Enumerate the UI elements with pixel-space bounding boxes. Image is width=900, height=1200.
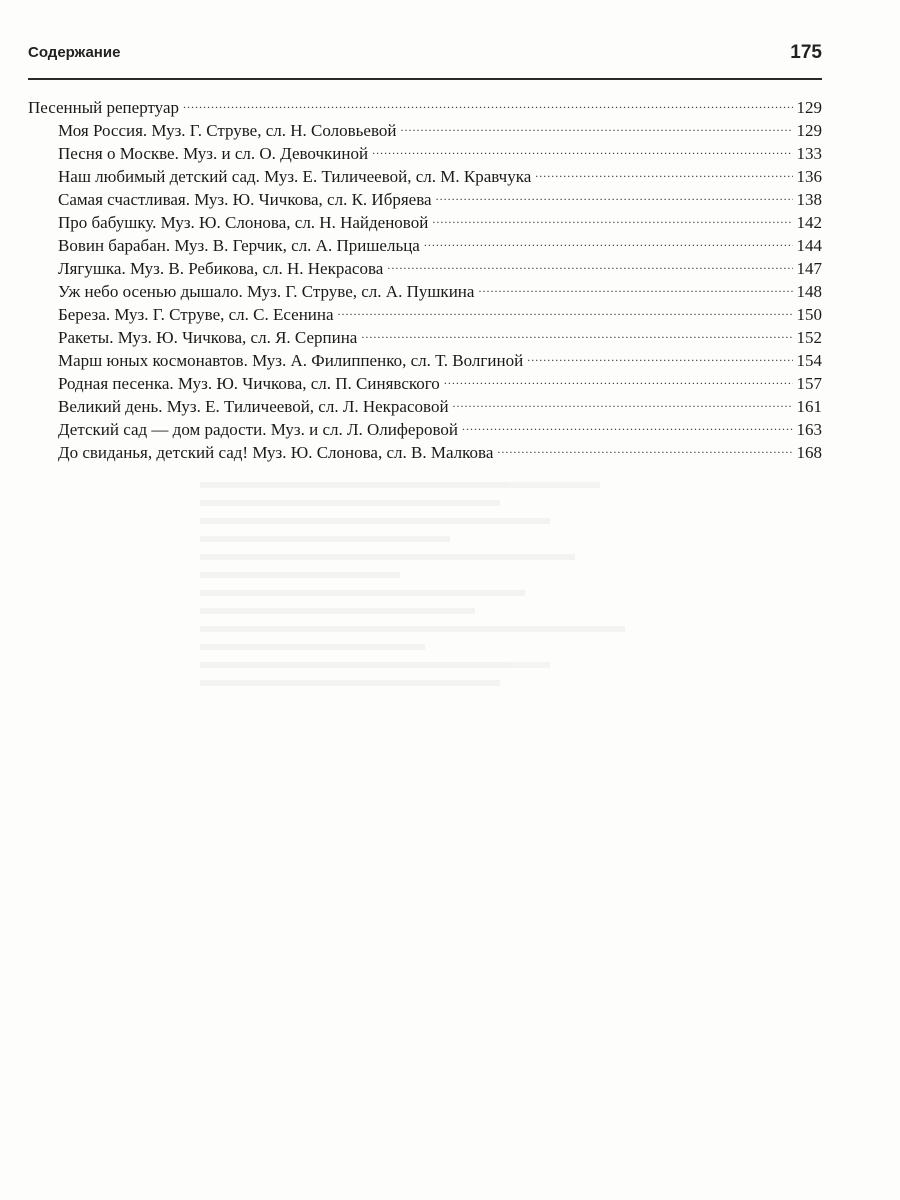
toc-item-page: 150	[796, 305, 822, 324]
toc-item-title: Марш юных космонавтов. Муз. А. Филиппенко, сл. Т. Волгиной	[58, 351, 524, 370]
toc-leader-dots	[183, 90, 793, 113]
toc-item-page: 136	[796, 167, 822, 186]
toc-item-title: Детский сад — дом радости. Муз. и сл. Л. Олиферовой	[58, 420, 458, 439]
table-of-contents	[28, 90, 822, 462]
toc-leader-dots	[400, 113, 792, 136]
toc-item-page: 148	[796, 282, 822, 301]
toc-item-page: 163	[796, 420, 822, 439]
toc-item-page: 138	[796, 190, 822, 209]
toc-item-page: 142	[796, 213, 822, 232]
toc-leader-dots	[444, 366, 793, 389]
toc-item-title: Лягушка. Муз. В. Ребикова, сл. Н. Некрасова	[58, 259, 384, 278]
section-title: Содержание	[28, 44, 121, 61]
toc-section[interactable]	[28, 90, 822, 117]
toc-leader-dots	[453, 389, 793, 412]
show-through-text	[200, 470, 700, 1120]
toc-leader-dots	[497, 435, 792, 458]
toc-item-title: Самая счастливая. Муз. Ю. Чичкова, сл. К. Ибряева	[58, 190, 432, 209]
toc-section-page: 129	[796, 98, 822, 117]
toc-leader-dots	[436, 182, 793, 205]
toc-item-page: 129	[796, 121, 822, 140]
toc-item-title: Моя Россия. Муз. Г. Струве, сл. Н. Соловьевой	[58, 121, 397, 140]
toc-item-title: Наш любимый детский сад. Муз. Е. Тиличеевой, сл. М. Кравчука	[58, 167, 532, 186]
toc-item-title: Вовин барабан. Муз. В. Герчик, сл. А. Пришельца	[58, 236, 420, 255]
toc-section-title: Песенный репертуар	[28, 98, 179, 117]
toc-leader-dots	[462, 412, 793, 435]
toc-items-list	[28, 113, 822, 462]
toc-leader-dots	[424, 228, 793, 251]
toc-item-title: Родная песенка. Муз. Ю. Чичкова, сл. П. Синявского	[58, 374, 440, 393]
toc-item-page: 168	[796, 443, 822, 462]
toc-leader-dots	[432, 205, 792, 228]
toc-leader-dots	[361, 320, 792, 343]
toc-item-page: 144	[796, 236, 822, 255]
toc-item-page: 157	[796, 374, 822, 393]
page-number: 175	[790, 42, 822, 63]
toc-item-title: Про бабушку. Муз. Ю. Слонова, сл. Н. Найденовой	[58, 213, 429, 232]
toc-item-page: 133	[796, 144, 822, 163]
toc-item-title: Песня о Москве. Муз. и сл. О. Девочкиной	[58, 144, 369, 163]
toc-leader-dots	[478, 274, 792, 297]
toc-leader-dots	[535, 159, 792, 182]
toc-item-title: Береза. Муз. Г. Струве, сл. С. Есенина	[58, 305, 334, 324]
toc-item-title: Ракеты. Муз. Ю. Чичкова, сл. Я. Серпина	[58, 328, 358, 347]
toc-item-title: Великий день. Муз. Е. Тиличеевой, сл. Л. Некрасовой	[58, 397, 449, 416]
page-header	[28, 38, 822, 80]
toc-leader-dots	[338, 297, 793, 320]
toc-item-title: Уж небо осенью дышало. Муз. Г. Струве, сл. А. Пушкина	[58, 282, 475, 301]
toc-item-page: 161	[796, 397, 822, 416]
toc-item-page: 147	[796, 259, 822, 278]
toc-item-page: 152	[796, 328, 822, 347]
toc-leader-dots	[527, 343, 792, 366]
toc-item-page: 154	[796, 351, 822, 370]
toc-item-title: До свиданья, детский сад! Муз. Ю. Слонова, сл. В. Малкова	[58, 443, 494, 462]
toc-leader-dots	[372, 136, 792, 159]
toc-leader-dots	[387, 251, 792, 274]
